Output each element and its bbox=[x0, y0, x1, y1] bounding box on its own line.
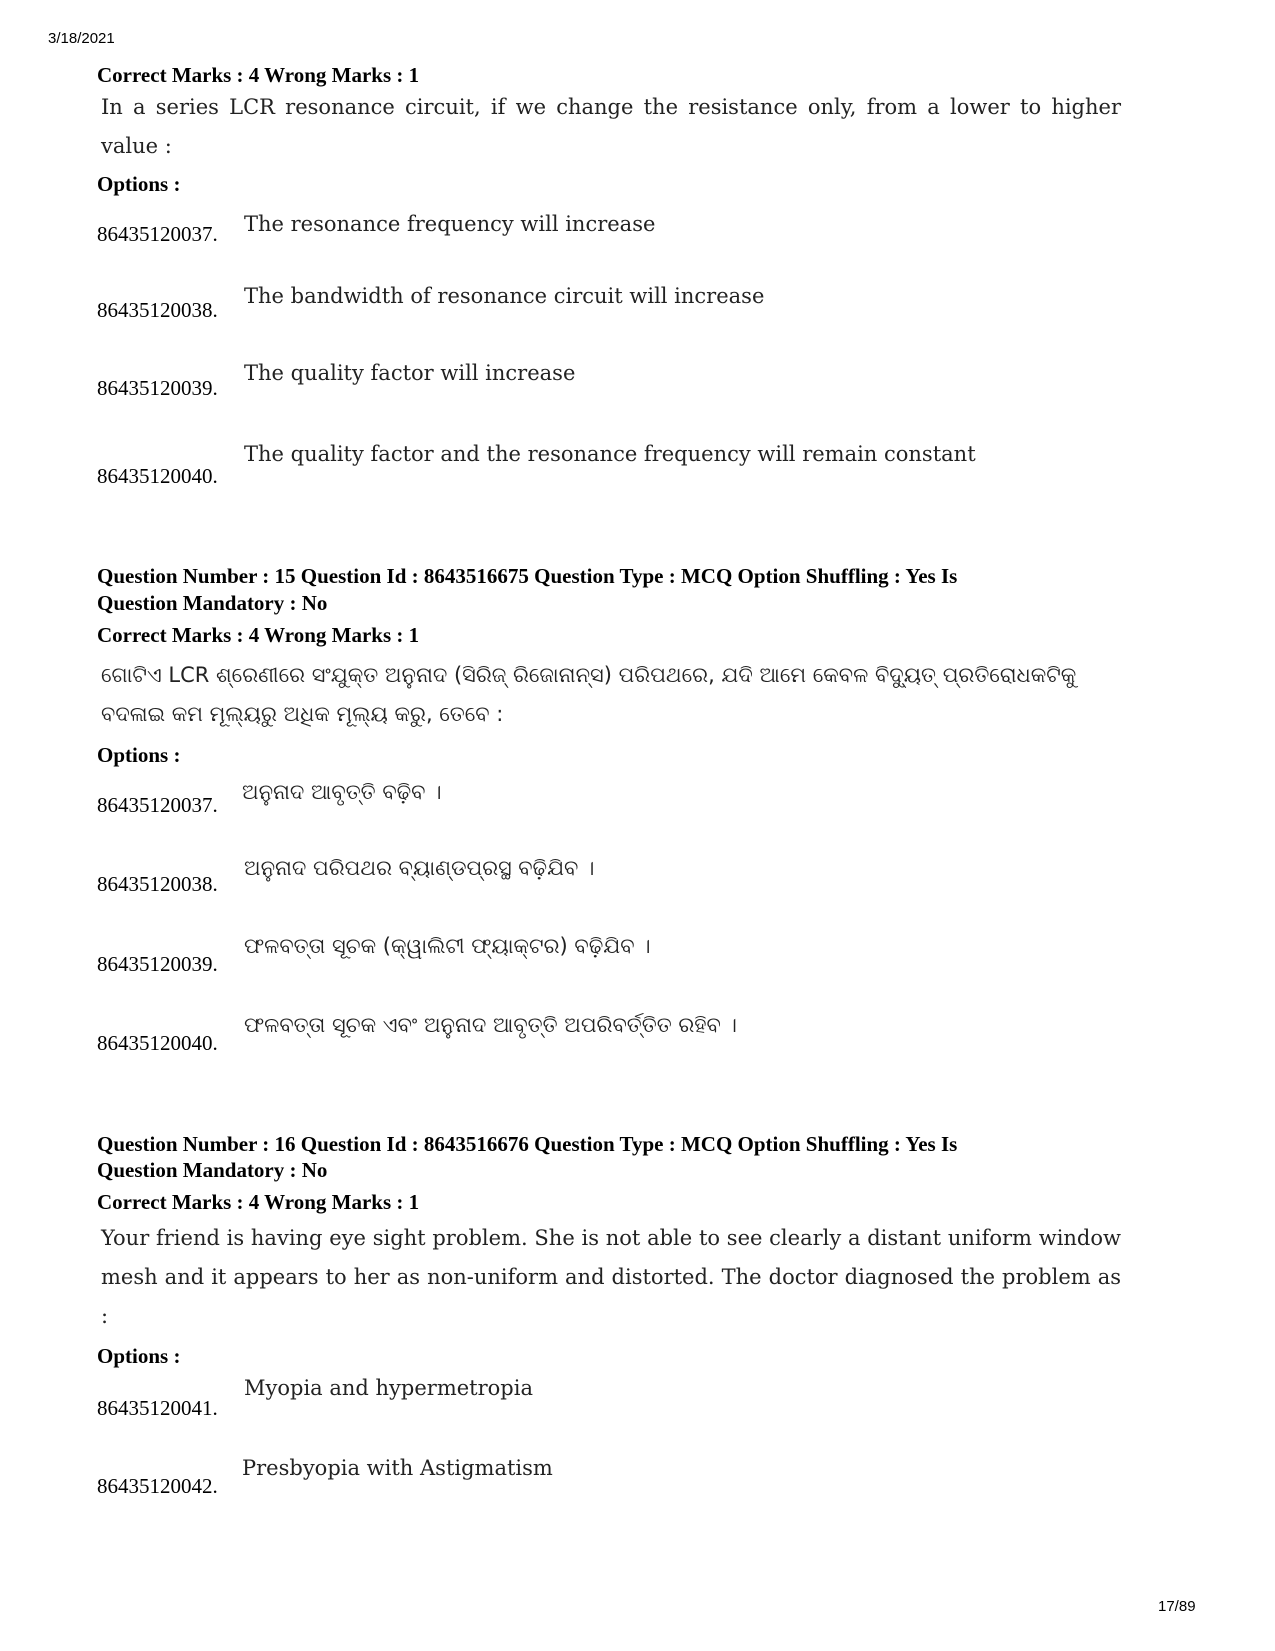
q15-option-text: ଅନୁନାଦ ପରିପଥର ବ୍ୟାଣ୍ଡପ୍ରସ୍ଥ ବଢ଼ିଯିବ । bbox=[244, 856, 595, 880]
q16-header: Question Number : 16 Question Id : 8643516676 Question Type : MCQ Option Shuffling : Yes Is bbox=[97, 1132, 958, 1156]
q15-option-text: ଅନୁନାଦ ଆବୃତ୍ତି ବଢ଼ିବ । bbox=[242, 780, 442, 804]
q15-stem: ଗୋଟିଏ LCR ଶ୍ରେଣୀରେ ସଂଯୁକ୍ତ ଅନୁନାଦ (ସିରିଜ୍ ରିଜୋନାନ୍ସ) ପରିପଥରେ, ଯଦି ଆମେ କେବଳ ବିଦ୍ୟୁତ୍ ପ୍ରତିରୋଧକଟିକୁ ବଦଳାଇ କମ ମୂଲ୍ୟରୁ ଅଧିକ ମୂଲ୍ୟ କରୁ, ତେବେ : bbox=[101, 663, 1077, 726]
q14-marks: Correct Marks : 4 Wrong Marks : 1 bbox=[97, 63, 420, 87]
q15-option-id: 86435120039. bbox=[97, 952, 218, 976]
q16-option-id: 86435120041. bbox=[97, 1396, 218, 1420]
q15-options-label: Options : bbox=[97, 743, 181, 767]
q15-header-mandatory: Question Mandatory : No bbox=[97, 591, 328, 615]
q15-marks: Correct Marks : 4 Wrong Marks : 1 bbox=[97, 623, 420, 647]
q14-option-text: The quality factor will increase bbox=[244, 361, 576, 385]
page-number: 17/89 bbox=[1158, 1598, 1196, 1615]
q14-option-id: 86435120040. bbox=[97, 464, 218, 488]
q15-option-id: 86435120038. bbox=[97, 872, 218, 896]
q14-option-text: The quality factor and the resonance frequency will remain constant bbox=[244, 442, 976, 466]
q16-option-text: Presbyopia with Astigmatism bbox=[242, 1456, 553, 1480]
q15-option-id: 86435120040. bbox=[97, 1031, 218, 1055]
q15-option-id: 86435120037. bbox=[97, 793, 218, 817]
q14-option-id: 86435120037. bbox=[97, 222, 218, 246]
q16-options-label: Options : bbox=[97, 1344, 181, 1368]
q15-option-text: ଫଳବତ୍ତା ସୂଚକ (କ୍ୱାଲିଟୀ ଫ୍ୟାକ୍ଟର) ବଢ଼ିଯିବ । bbox=[244, 934, 651, 958]
q16-option-id: 86435120042. bbox=[97, 1474, 218, 1498]
q14-stem: In a series LCR resonance circuit, if we change the resistance only, from a lower to higher value : bbox=[101, 95, 1121, 158]
q16-stem: Your friend is having eye sight problem. She is not able to see clearly a distant uniform window mesh and it appears to her as non-uniform and distorted. The doctor diagnosed the problem as : bbox=[101, 1226, 1121, 1328]
print-date: 3/18/2021 bbox=[48, 30, 115, 47]
q14-option-id: 86435120038. bbox=[97, 298, 218, 322]
q16-marks: Correct Marks : 4 Wrong Marks : 1 bbox=[97, 1190, 420, 1214]
q14-option-id: 86435120039. bbox=[97, 376, 218, 400]
q14-option-text: The resonance frequency will increase bbox=[244, 212, 656, 236]
q16-header-mandatory: Question Mandatory : No bbox=[97, 1158, 328, 1182]
q16-option-text: Myopia and hypermetropia bbox=[244, 1376, 533, 1400]
q15-header: Question Number : 15 Question Id : 8643516675 Question Type : MCQ Option Shuffling : Yes Is bbox=[97, 564, 958, 588]
q14-option-text: The bandwidth of resonance circuit will increase bbox=[244, 284, 765, 308]
q14-options-label: Options : bbox=[97, 172, 181, 196]
q15-option-text: ଫଳବତ୍ତା ସୂଚକ ଏବଂ ଅନୁନାଦ ଆବୃତ୍ତି ଅପରିବର୍ତ୍ତିତ ରହିବ । bbox=[244, 1013, 737, 1037]
